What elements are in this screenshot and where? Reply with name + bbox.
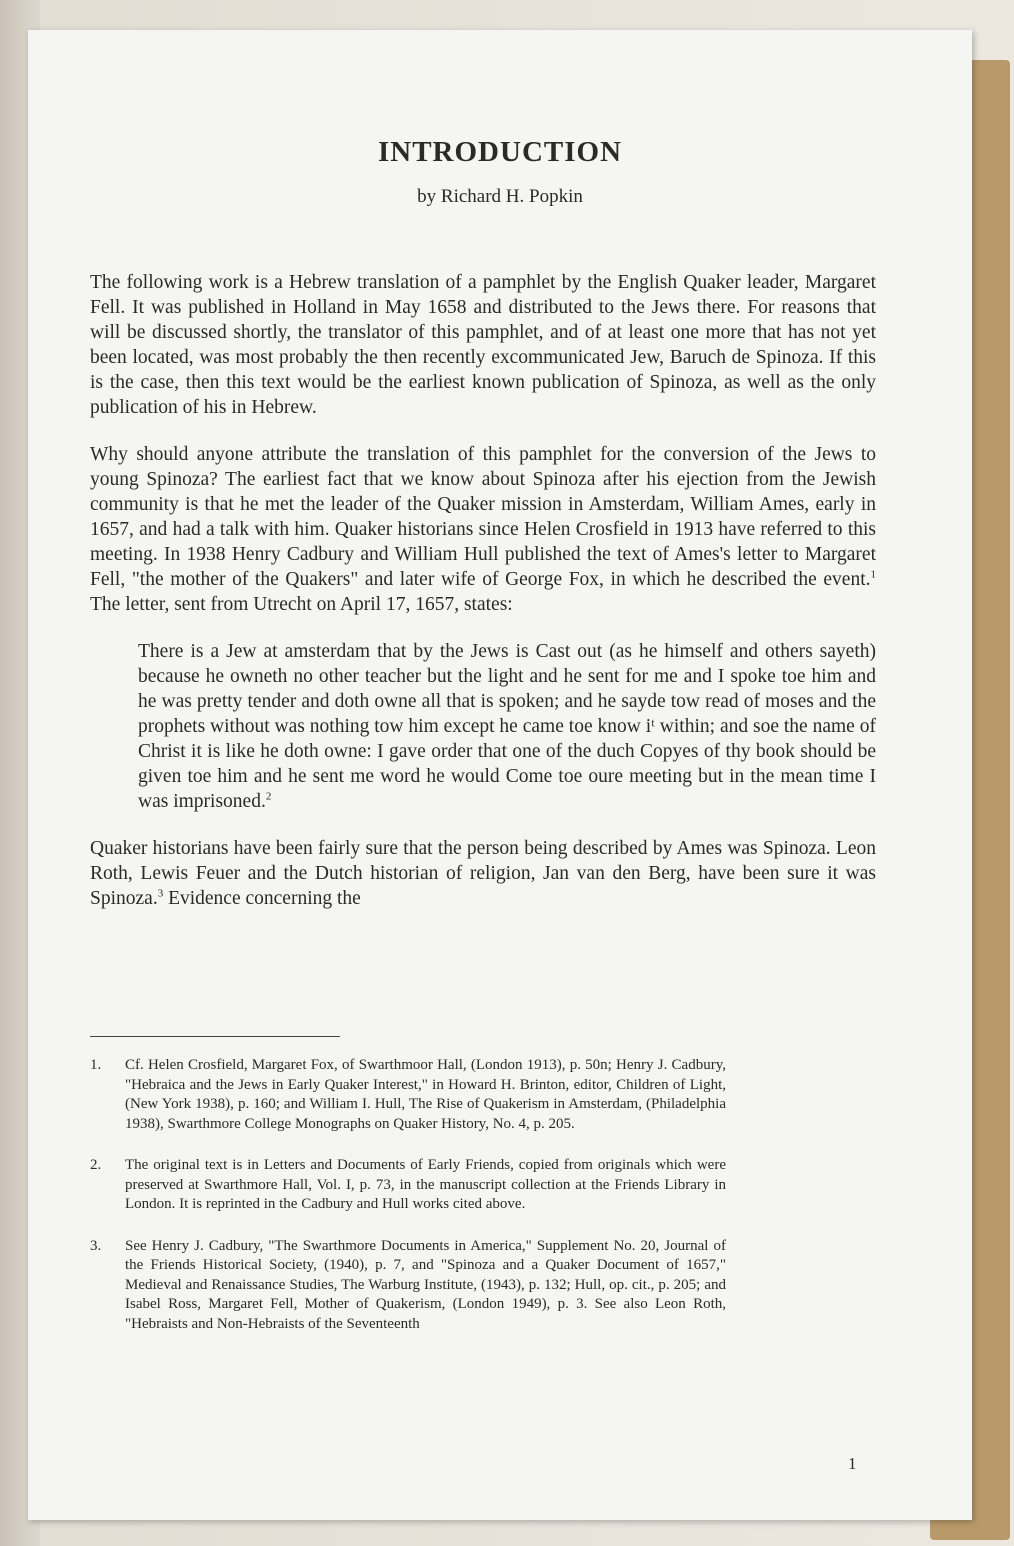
footnote-number: 3.	[90, 1237, 102, 1254]
paragraph-2	[90, 442, 876, 617]
footnote	[90, 1237, 726, 1335]
page-title: INTRODUCTION	[377, 136, 623, 168]
footnote-text: See Henry J. Cadbury, "The Swarthmore Documents in America," Supplement No. 20, Journal of the Friends Historical Society, (1940), p. 7, and "Spinoza and a Quaker Document of 1657," Medieval and Renaissance Studies, The Warburg Institute, (1943), p. 132; Hull, op. cit., p. 205; and Isabel Ross, Margaret Fell, Mother of Quakerism, (London 1949), p. 3. See also Leon Roth, "Hebraists and Non-Hebraists of the Seventeenth	[125, 1237, 726, 1332]
footnote-ref-3: 3	[157, 887, 164, 900]
footnote	[90, 1156, 726, 1215]
footnote-text: Cf. Helen Crosfield, Margaret Fox, of Swarthmoor Hall, (London 1913), p. 50n; Henry J. Cadbury, "Hebraica and the Jews in Early Quaker Interest," in Howard H. Brinton, editor, Children of Light, (New York 1938), p. 160; and William I. Hull, The Rise of Quakerism in Amsterdam, (Philadelphia 1938), Swarthmore College Monographs on Quaker History, No. 4, p. 205.	[125, 1057, 726, 1132]
footnote-text: The original text is in Letters and Documents of Early Friends, copied from originals which were preserved at Swarthmore Hall, Vol. I, p. 73, in the manuscript collection at the Friends Library in London. It is reprinted in the Cadbury and Hull works cited above.	[125, 1157, 726, 1212]
body-text	[90, 270, 876, 933]
book-page	[28, 30, 972, 1520]
footnotes	[90, 1056, 726, 1356]
quote-text: There is a Jew at amsterdam that by the Jews is Cast out (as he himself and others sayeth) because he owneth no other teacher but the light and he sent for me and I spoke toe him and he was pretty tender and doth owne all that is spoken; and he sayde tow read of moses and the prophets without was nothing tow him except he came toe know iᵗ within; and soe the name of Christ it is like he doth owne: I gave order that one of the duch Copyes of thy book should be given toe him and he sent me word he would Come toe oure meeting but in the mean time I was imprisoned.	[138, 641, 876, 812]
paragraph-2-text: Why should anyone attribute the translation of this pamphlet for the conversion of the Jews to young Spinoza? The earliest fact that we know about Spinoza after his ejection from the Jewish community is that he met the leader of the Quaker mission in Amsterdam, William Ames, early in 1657, and had a talk with him. Quaker historians since Helen Crosfield in 1913 have referred to this meeting. In 1938 Henry Cadbury and William Hull published the text of Ames's letter to Margaret Fell, "the mother of the Quakers" and later wife of George Fox, in which he described the event.	[90, 444, 876, 590]
footnote-divider	[90, 1036, 340, 1037]
footnote	[90, 1056, 726, 1134]
footnote-ref-2: 2	[265, 790, 272, 803]
author-byline: by Richard H. Popkin	[417, 186, 583, 207]
block-quote	[138, 639, 876, 814]
paragraph-1: The following work is a Hebrew translation of a pamphlet by the English Quaker leader, Margaret Fell. It was published in Holland in May 1658 and distributed to the Jews there. For reasons that will be discussed shortly, the translator of this pamphlet, and of at least one more that has not yet been located, was most probably the then recently excommunicated Jew, Baruch de Spinoza. If this is the case, then this text would be the earliest known publication of Spinoza, as well as the only publication of his in Hebrew.	[90, 272, 876, 418]
footnote-number: 1.	[90, 1057, 102, 1073]
paragraph-2-text-end: The letter, sent from Utrecht on April 17, 1657, states:	[90, 594, 513, 615]
paragraph-3-text-end: Evidence concerning the	[163, 888, 361, 909]
page-number: 1	[848, 1454, 857, 1473]
paragraph-3-text: Quaker historians have been fairly sure that the person being described by Ames was Spinoza. Leon Roth, Lewis Feuer and the Dutch historian of religion, Jan van den Berg, have been sure it was Spinoza.	[90, 838, 876, 909]
footnote-ref-1: 1	[870, 568, 876, 581]
paragraph-3	[90, 836, 876, 911]
footnote-number: 2.	[90, 1157, 102, 1173]
